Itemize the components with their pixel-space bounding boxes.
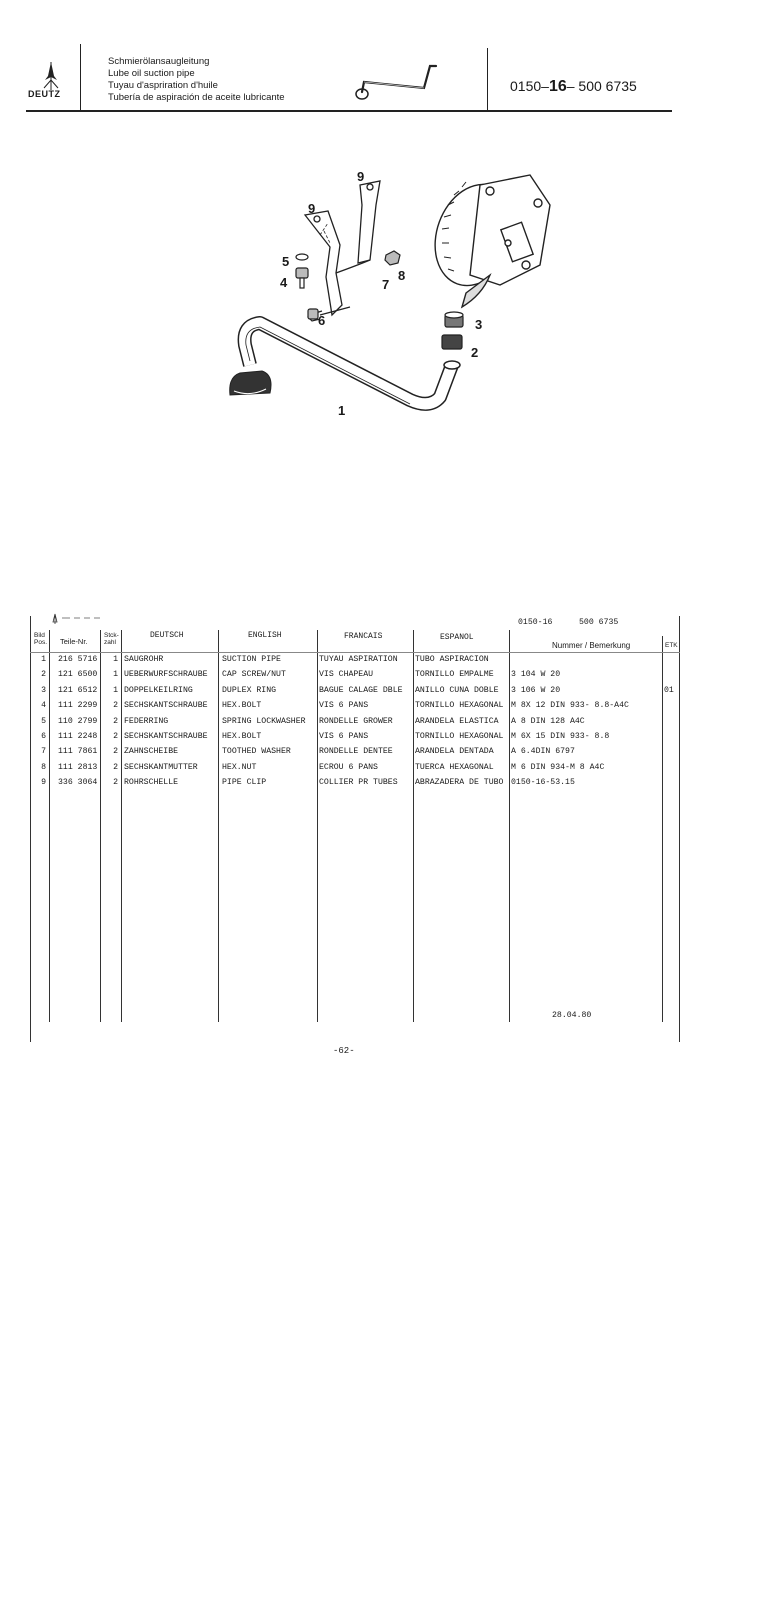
cell-pos: 1 [41, 655, 46, 664]
cell-pos: 6 [41, 732, 46, 741]
callout-2: 2 [471, 345, 479, 360]
cell-fr: VIS CHAPEAU [319, 670, 374, 680]
cell-en: HEX.NUT [222, 762, 257, 772]
cell-en: TOOTHED WASHER [222, 747, 291, 757]
cell-fr: TUYAU ASPIRATION [319, 655, 398, 664]
logo-text: DEUTZ [28, 89, 61, 99]
cell-qty: 2 [113, 778, 118, 788]
page-number: -62- [333, 1046, 355, 1056]
table-row [28, 670, 678, 684]
cell-de: SECHSKANTSCHRAUBE [124, 732, 208, 741]
table-row [28, 655, 678, 669]
cell-pos: 9 [41, 778, 46, 788]
callout-4: 4 [280, 275, 288, 290]
title-en: Lube oil suction pipe [108, 68, 195, 79]
part-number-prefix: 0150– [510, 78, 549, 94]
cell-part: 111 2248 [58, 732, 98, 741]
cell-fr: VIS 6 PANS [319, 732, 369, 741]
cell-es: TORNILLO HEXAGONAL [415, 701, 504, 711]
callout-6: 6 [318, 313, 326, 328]
pipe-thumbnail-icon [352, 58, 442, 102]
cell-part: 110 2799 [58, 716, 98, 726]
cell-part: 111 7861 [58, 747, 98, 757]
callout-8: 8 [398, 268, 406, 283]
cell-qty: 2 [113, 762, 118, 772]
title-de: Schmierölansaugleitung [108, 56, 210, 67]
cell-fr: RONDELLE GROWER [319, 716, 393, 726]
table-row [28, 778, 678, 792]
cell-de: SECHSKANTMUTTER [124, 762, 198, 772]
cell-pos: 4 [41, 701, 46, 711]
header-part-number [510, 78, 637, 96]
cell-de: ROHRSCHELLE [124, 778, 179, 788]
table-row [28, 747, 678, 761]
cell-remark: M 8X 12 DIN 933- 8.8-A4C [511, 701, 629, 711]
cell-qty: 2 [113, 716, 118, 726]
cell-de: ZAHNSCHEIBE [124, 747, 179, 757]
cell-de: SECHSKANTSCHRAUBE [124, 701, 208, 711]
title-es: Tubería de aspiración de aceite lubricante [108, 92, 285, 103]
callout-1: 1 [338, 403, 346, 418]
title-fr: Tuyau d'aspriration d'huile [108, 80, 218, 91]
col-header-remark: Nummer / Bemerkung [552, 641, 631, 650]
callout-9-upper: 9 [357, 169, 365, 184]
cell-en: CAP SCREW/NUT [222, 670, 286, 680]
col-header-francais: FRANCAIS [344, 632, 383, 641]
callout-9-lower: 9 [308, 201, 316, 216]
cell-part: 336 3064 [58, 778, 98, 788]
exploded-diagram [220, 165, 560, 425]
part-number-suffix: – 500 6735 [566, 78, 637, 94]
cell-part: 111 2299 [58, 701, 98, 711]
cell-remark: 3 104 W 20 [511, 670, 561, 680]
col-header-pos: Bild Pos. [34, 632, 48, 646]
col-header-espanol: ESPANOL [440, 633, 474, 642]
cell-es: ABRAZADERA DE TUBO [415, 778, 504, 788]
cell-de: FEDERRING [124, 716, 169, 726]
cell-remark: A 6.4DIN 6797 [511, 747, 575, 757]
cell-pos: 5 [41, 716, 46, 726]
cell-qty: 2 [113, 732, 118, 741]
cell-fr: ECROU 6 PANS [319, 762, 378, 772]
cell-en: SUCTION PIPE [222, 655, 281, 664]
cell-part: 216 5716 [58, 655, 98, 664]
col-header-qty: Stck- zahl [104, 632, 119, 646]
parts-table [28, 612, 688, 1042]
deutz-logo [26, 60, 76, 100]
table-row [28, 701, 678, 715]
cell-qty: 1 [113, 685, 118, 695]
cell-etk: 01 [664, 685, 674, 695]
cell-de: DOPPELKEILRING [124, 685, 193, 695]
cell-fr: COLLIER PR TUBES [319, 778, 398, 788]
cell-part: 121 6512 [58, 685, 98, 695]
cell-part: 121 6500 [58, 670, 98, 680]
header-divider [487, 48, 488, 112]
table-row [28, 717, 678, 731]
cell-en: DUPLEX RING [222, 685, 277, 695]
cell-pos: 3 [41, 685, 46, 695]
cell-es: ANILLO CUNA DOBLE [415, 685, 499, 695]
header-divider [80, 44, 81, 112]
cell-en: PIPE CLIP [222, 778, 267, 788]
cell-es: ARANDELA ELASTICA [415, 716, 499, 726]
callout-3: 3 [475, 317, 483, 332]
cell-part: 111 2813 [58, 762, 98, 772]
col-header-english: ENGLISH [248, 631, 282, 640]
col-header-deutsch: DEUTSCH [150, 631, 184, 640]
header-underline [30, 652, 680, 653]
cell-remark: 3 106 W 20 [511, 685, 561, 695]
cell-es: ARANDELA DENTADA [415, 747, 494, 757]
deutz-small-logo [50, 612, 110, 631]
part-number-group: 16 [548, 78, 567, 95]
table-border-right [679, 616, 680, 1042]
cell-qty: 2 [113, 747, 118, 757]
cell-fr: BAGUE CALAGE DBLE [319, 685, 403, 695]
page-header [26, 44, 718, 112]
table-row [28, 732, 678, 746]
cell-remark: M 6 DIN 934-M 8 A4C [511, 762, 605, 772]
table-row [28, 763, 678, 777]
cell-pos: 8 [41, 762, 46, 772]
col-header-part-no: Teile-Nr. [60, 637, 88, 646]
cell-en: SPRING LOCKWASHER [222, 716, 306, 726]
cell-de: SAUGROHR [124, 655, 164, 664]
table-ref-right: 500 6735 [579, 618, 619, 627]
table-date: 28.04.80 [552, 1011, 592, 1020]
cell-es: TUERCA HEXAGONAL [415, 762, 494, 772]
callout-7: 7 [382, 277, 390, 292]
header-rule [26, 110, 672, 112]
callout-5: 5 [282, 254, 290, 269]
cell-pos: 2 [41, 670, 46, 680]
cell-fr: RONDELLE DENTEE [319, 747, 393, 757]
table-ref-left: 0150-16 [518, 618, 553, 627]
cell-remark: A 8 DIN 128 A4C [511, 716, 585, 726]
cell-es: TORNILLO EMPALME [415, 670, 494, 680]
cell-qty: 2 [113, 701, 118, 711]
cell-remark: 0150-16-53.15 [511, 778, 575, 788]
col-header-etk: ETK [665, 642, 678, 649]
cell-qty: 1 [113, 655, 118, 664]
cell-es: TUBO ASPIRACION [415, 655, 489, 664]
cell-es: TORNILLO HEXAGONAL [415, 732, 504, 741]
cell-de: UEBERWURFSCHRAUBE [124, 670, 208, 680]
table-row [28, 686, 678, 700]
cell-en: HEX.BOLT [222, 732, 262, 741]
cell-qty: 1 [113, 670, 118, 680]
cell-fr: VIS 6 PANS [319, 701, 369, 711]
cell-pos: 7 [41, 747, 46, 757]
cell-remark: M 6X 15 DIN 933- 8.8 [511, 732, 610, 741]
cell-en: HEX.BOLT [222, 701, 262, 711]
